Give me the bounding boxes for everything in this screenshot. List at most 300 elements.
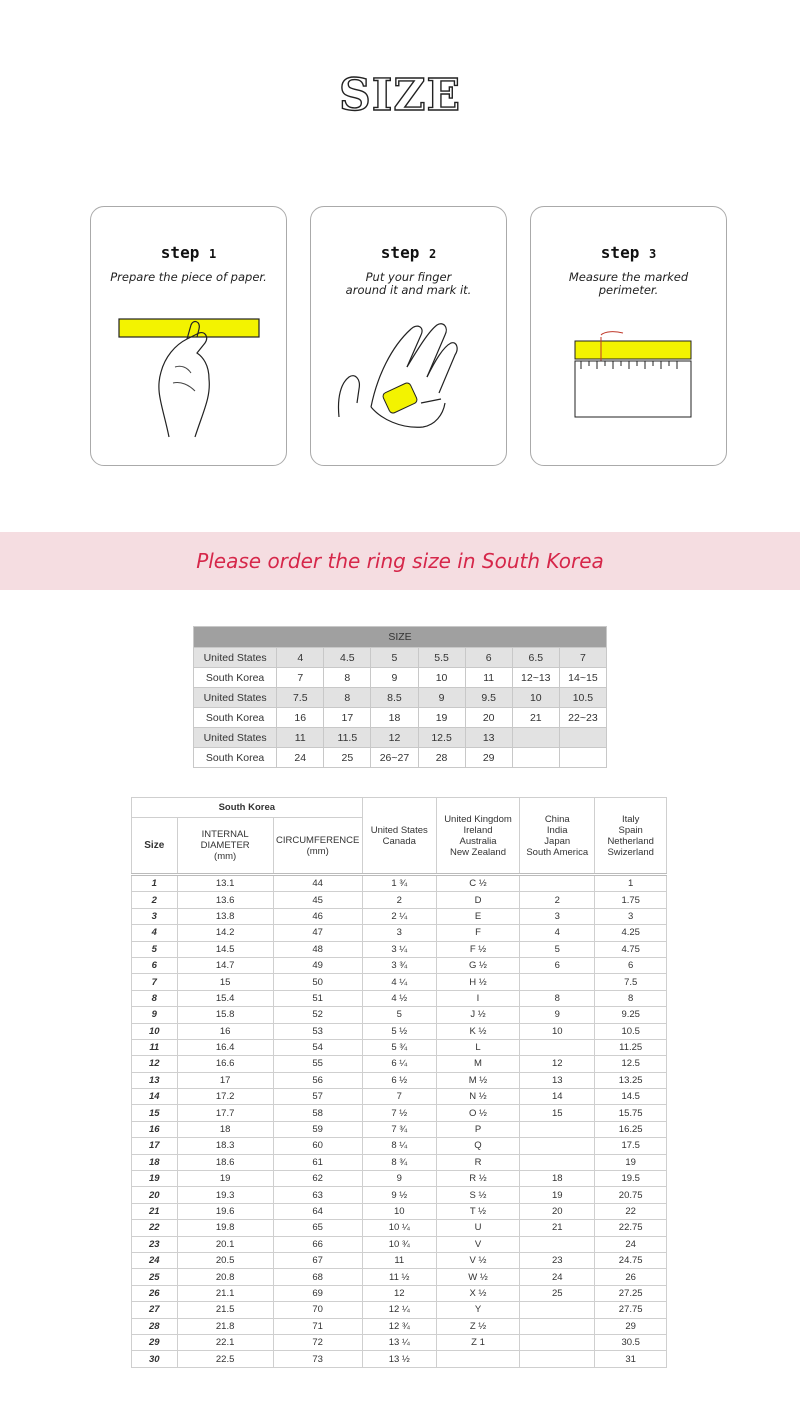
italy-size-cell: 16.25 bbox=[595, 1121, 667, 1137]
italy-size-cell: 19 bbox=[595, 1154, 667, 1170]
uk-size-cell: O ½ bbox=[436, 1105, 519, 1121]
us-size-cell: 5 bbox=[362, 1007, 436, 1023]
uk-header bbox=[436, 798, 519, 875]
size-table-cell: 19 bbox=[418, 708, 465, 728]
circumference-cell: 71 bbox=[273, 1318, 362, 1334]
size-table-cell: 11 bbox=[277, 728, 324, 748]
notice-banner bbox=[0, 532, 800, 590]
size-table-cell: 12 bbox=[371, 728, 418, 748]
us-size-cell: 5 ½ bbox=[362, 1023, 436, 1039]
size-table-row bbox=[194, 748, 607, 768]
us-size-cell: 8 ¼ bbox=[362, 1138, 436, 1154]
internal-diameter-cell: 17.7 bbox=[177, 1105, 273, 1121]
size-table-cell: 4 bbox=[277, 648, 324, 668]
china-size-cell: 2 bbox=[520, 892, 595, 908]
us-size-cell: 9 bbox=[362, 1171, 436, 1187]
uk-size-cell: D bbox=[436, 892, 519, 908]
circumference-cell: 60 bbox=[273, 1138, 362, 1154]
conversion-row bbox=[132, 941, 667, 957]
conversion-row bbox=[132, 1105, 667, 1121]
uk-size-cell: G ½ bbox=[436, 957, 519, 973]
us-size-cell: 12 ¾ bbox=[362, 1318, 436, 1334]
uk-size-cell: Z ½ bbox=[436, 1318, 519, 1334]
uk-size-cell: Z 1 bbox=[436, 1334, 519, 1350]
italy-size-cell: 9.25 bbox=[595, 1007, 667, 1023]
italy-size-cell: 1 bbox=[595, 875, 667, 892]
internal-diameter-cell: 15.8 bbox=[177, 1007, 273, 1023]
size-table-country: South Korea bbox=[194, 668, 277, 688]
size-table-row bbox=[194, 708, 607, 728]
uk-size-cell bbox=[436, 1351, 519, 1367]
uk-size-cell: P bbox=[436, 1121, 519, 1137]
size-table-cell: 16 bbox=[277, 708, 324, 728]
header-line: Netherland bbox=[607, 835, 654, 847]
size-table-cell: 18 bbox=[371, 708, 418, 728]
size-table-cell: 21 bbox=[512, 708, 559, 728]
italy-size-cell: 30.5 bbox=[595, 1334, 667, 1350]
internal-diameter-cell: 22.1 bbox=[177, 1334, 273, 1350]
step-3-text: Measure the marked perimeter. bbox=[568, 270, 689, 297]
circumference-cell: 56 bbox=[273, 1072, 362, 1088]
us-size-cell: 3 ¼ bbox=[362, 941, 436, 957]
size-cell: 20 bbox=[132, 1187, 178, 1203]
internal-diameter-cell: 14.2 bbox=[177, 925, 273, 941]
italy-header bbox=[595, 798, 667, 875]
us-size-cell: 3 ¾ bbox=[362, 957, 436, 973]
internal-diameter-cell: 18.3 bbox=[177, 1138, 273, 1154]
size-cell: 5 bbox=[132, 941, 178, 957]
circumference-cell: 63 bbox=[273, 1187, 362, 1203]
china-size-cell: 10 bbox=[520, 1023, 595, 1039]
header-line: CIRCUMFERENCE bbox=[275, 834, 360, 846]
conversion-row bbox=[132, 1089, 667, 1105]
conversion-row bbox=[132, 925, 667, 941]
size-table-row bbox=[194, 668, 607, 688]
header-line: United Kingdom bbox=[444, 813, 512, 825]
size-table-cell: 9.5 bbox=[465, 688, 512, 708]
size-table-row bbox=[194, 688, 607, 708]
china-size-cell: 5 bbox=[520, 941, 595, 957]
italy-size-cell: 29 bbox=[595, 1318, 667, 1334]
italy-size-cell: 27.75 bbox=[595, 1302, 667, 1318]
size-table-cell bbox=[512, 728, 559, 748]
uk-size-cell: C ½ bbox=[436, 875, 519, 892]
conversion-row bbox=[132, 1318, 667, 1334]
internal-diameter-cell: 16 bbox=[177, 1023, 273, 1039]
china-size-cell bbox=[520, 1236, 595, 1252]
internal-diameter-cell: 13.8 bbox=[177, 908, 273, 924]
internal-diameter-cell: 15 bbox=[177, 974, 273, 990]
china-size-cell: 15 bbox=[520, 1105, 595, 1121]
china-size-cell: 3 bbox=[520, 908, 595, 924]
size-cell: 27 bbox=[132, 1302, 178, 1318]
circumference-cell: 72 bbox=[273, 1334, 362, 1350]
internal-diameter-cell: 20.1 bbox=[177, 1236, 273, 1252]
internal-diameter-cell: 17.2 bbox=[177, 1089, 273, 1105]
conversion-row bbox=[132, 1220, 667, 1236]
uk-size-cell: R bbox=[436, 1154, 519, 1170]
size-table-cell: 17 bbox=[324, 708, 371, 728]
uk-size-cell: U bbox=[436, 1220, 519, 1236]
internal-diameter-cell: 18 bbox=[177, 1121, 273, 1137]
internal-diameter-cell: 19.8 bbox=[177, 1220, 273, 1236]
circumference-cell: 55 bbox=[273, 1056, 362, 1072]
china-header bbox=[520, 798, 595, 875]
internal-diameter-cell: 21.5 bbox=[177, 1302, 273, 1318]
circumference-cell: 44 bbox=[273, 875, 362, 892]
size-cell: 19 bbox=[132, 1171, 178, 1187]
us-size-cell: 13 ½ bbox=[362, 1351, 436, 1367]
china-size-cell: 13 bbox=[520, 1072, 595, 1088]
size-table-cell: 11.5 bbox=[324, 728, 371, 748]
china-size-cell: 12 bbox=[520, 1056, 595, 1072]
us-size-cell: 11 ½ bbox=[362, 1269, 436, 1285]
step-1-text: Prepare the piece of paper. bbox=[110, 270, 267, 284]
italy-size-cell: 27.25 bbox=[595, 1285, 667, 1301]
circumference-cell: 68 bbox=[273, 1269, 362, 1285]
italy-size-cell: 4.25 bbox=[595, 925, 667, 941]
step-2-text: Put your finger around it and mark it. bbox=[345, 270, 472, 297]
us-size-cell: 13 ¼ bbox=[362, 1334, 436, 1350]
us-size-cell: 8 ¾ bbox=[362, 1154, 436, 1170]
size-table-cell: 29 bbox=[465, 748, 512, 768]
italy-size-cell: 11.25 bbox=[595, 1039, 667, 1055]
china-size-cell: 4 bbox=[520, 925, 595, 941]
uk-size-cell: L bbox=[436, 1039, 519, 1055]
uk-size-cell: R ½ bbox=[436, 1171, 519, 1187]
size-cell: 4 bbox=[132, 925, 178, 941]
china-size-cell: 21 bbox=[520, 1220, 595, 1236]
header-line: (mm) bbox=[214, 851, 237, 862]
size-table-cell: 12.5 bbox=[418, 728, 465, 748]
size-cell: 25 bbox=[132, 1269, 178, 1285]
circumference-cell: 66 bbox=[273, 1236, 362, 1252]
size-table-row bbox=[194, 728, 607, 748]
step-3-label: step bbox=[600, 243, 640, 262]
size-table-cell: 22~23 bbox=[559, 708, 606, 728]
internal-diameter-cell: 15.4 bbox=[177, 990, 273, 1006]
conversion-row bbox=[132, 1236, 667, 1252]
size-table-cell: 8.5 bbox=[371, 688, 418, 708]
circumference-cell: 59 bbox=[273, 1121, 362, 1137]
size-cell: 17 bbox=[132, 1138, 178, 1154]
paper-hand-illustration bbox=[91, 207, 288, 467]
uk-size-cell: W ½ bbox=[436, 1269, 519, 1285]
us-size-cell: 2 ¼ bbox=[362, 908, 436, 924]
uk-size-cell: K ½ bbox=[436, 1023, 519, 1039]
internal-diameter-cell: 21.8 bbox=[177, 1318, 273, 1334]
uk-size-cell: E bbox=[436, 908, 519, 924]
circumference-cell: 49 bbox=[273, 957, 362, 973]
uk-size-cell: V ½ bbox=[436, 1252, 519, 1268]
size-table-cell: 6.5 bbox=[512, 648, 559, 668]
size-table-cell: 9 bbox=[418, 688, 465, 708]
internal-diameter-cell: 22.5 bbox=[177, 1351, 273, 1367]
china-size-cell bbox=[520, 875, 595, 892]
conversion-row bbox=[132, 875, 667, 892]
conversion-row bbox=[132, 1023, 667, 1039]
size-table-cell: 7 bbox=[559, 648, 606, 668]
china-size-cell: 9 bbox=[520, 1007, 595, 1023]
size-table-cell: 7.5 bbox=[277, 688, 324, 708]
internal-diameter-cell: 13.6 bbox=[177, 892, 273, 908]
us-size-cell: 7 ½ bbox=[362, 1105, 436, 1121]
italy-size-cell: 22.75 bbox=[595, 1220, 667, 1236]
uk-size-cell: M bbox=[436, 1056, 519, 1072]
uk-size-cell: M ½ bbox=[436, 1072, 519, 1088]
size-cell: 8 bbox=[132, 990, 178, 1006]
circumference-cell: 61 bbox=[273, 1154, 362, 1170]
size-table-cell: 20 bbox=[465, 708, 512, 728]
internal-diameter-cell: 20.8 bbox=[177, 1269, 273, 1285]
size-cell: 12 bbox=[132, 1056, 178, 1072]
internal-diameter-cell: 19 bbox=[177, 1171, 273, 1187]
conversion-row bbox=[132, 974, 667, 990]
size-table-cell: 12~13 bbox=[512, 668, 559, 688]
italy-size-cell: 15.75 bbox=[595, 1105, 667, 1121]
size-cell: 18 bbox=[132, 1154, 178, 1170]
size-cell: 11 bbox=[132, 1039, 178, 1055]
circumference-cell: 73 bbox=[273, 1351, 362, 1367]
circumference-cell: 58 bbox=[273, 1105, 362, 1121]
size-table-row bbox=[194, 648, 607, 668]
size-table-cell: 11 bbox=[465, 668, 512, 688]
size-cell: 1 bbox=[132, 875, 178, 892]
china-size-cell: 8 bbox=[520, 990, 595, 1006]
italy-size-cell: 22 bbox=[595, 1203, 667, 1219]
size-table-cell: 5 bbox=[371, 648, 418, 668]
china-size-cell: 14 bbox=[520, 1089, 595, 1105]
circumference-cell: 46 bbox=[273, 908, 362, 924]
size-cell: 7 bbox=[132, 974, 178, 990]
conversion-table bbox=[131, 797, 667, 1368]
size-table-cell: 8 bbox=[324, 688, 371, 708]
uk-size-cell: X ½ bbox=[436, 1285, 519, 1301]
italy-size-cell: 1.75 bbox=[595, 892, 667, 908]
uk-size-cell: Y bbox=[436, 1302, 519, 1318]
circumference-cell: 62 bbox=[273, 1171, 362, 1187]
internal-diameter-cell: 19.3 bbox=[177, 1187, 273, 1203]
internal-diameter-header bbox=[177, 818, 273, 875]
internal-diameter-cell: 20.5 bbox=[177, 1252, 273, 1268]
china-size-cell: 24 bbox=[520, 1269, 595, 1285]
conversion-row bbox=[132, 1154, 667, 1170]
conversion-row bbox=[132, 1039, 667, 1055]
conversion-row bbox=[132, 1351, 667, 1367]
uk-size-cell: S ½ bbox=[436, 1187, 519, 1203]
page-title: SIZE bbox=[338, 70, 461, 121]
header-line: Swizerland bbox=[607, 846, 654, 858]
south-korea-header: South Korea bbox=[132, 798, 363, 818]
uk-size-cell: I bbox=[436, 990, 519, 1006]
circumference-cell: 47 bbox=[273, 925, 362, 941]
uk-size-cell: H ½ bbox=[436, 974, 519, 990]
us-size-cell: 7 ¾ bbox=[362, 1121, 436, 1137]
italy-size-cell: 14.5 bbox=[595, 1089, 667, 1105]
header-line: New Zealand bbox=[450, 846, 506, 858]
us-size-cell: 1 ¾ bbox=[362, 875, 436, 892]
us-size-cell: 9 ½ bbox=[362, 1187, 436, 1203]
china-size-cell bbox=[520, 1138, 595, 1154]
us-size-cell: 5 ¾ bbox=[362, 1039, 436, 1055]
us-size-cell: 12 bbox=[362, 1285, 436, 1301]
step-1-number: 1 bbox=[208, 247, 217, 261]
size-header: Size bbox=[132, 818, 178, 875]
size-cell: 15 bbox=[132, 1105, 178, 1121]
size-table-cell: 13 bbox=[465, 728, 512, 748]
us-size-cell: 4 ½ bbox=[362, 990, 436, 1006]
italy-size-cell: 24 bbox=[595, 1236, 667, 1252]
circumference-cell: 69 bbox=[273, 1285, 362, 1301]
italy-size-cell: 17.5 bbox=[595, 1138, 667, 1154]
china-size-cell bbox=[520, 1334, 595, 1350]
circumference-cell: 54 bbox=[273, 1039, 362, 1055]
conversion-row bbox=[132, 990, 667, 1006]
italy-size-cell: 26 bbox=[595, 1269, 667, 1285]
conversion-row bbox=[132, 1138, 667, 1154]
china-size-cell bbox=[520, 1039, 595, 1055]
italy-size-cell: 19.5 bbox=[595, 1171, 667, 1187]
header-line: Italy bbox=[621, 813, 640, 825]
header-line: Australia bbox=[459, 835, 497, 847]
size-table-cell bbox=[559, 728, 606, 748]
china-size-cell: 25 bbox=[520, 1285, 595, 1301]
china-size-cell bbox=[520, 1302, 595, 1318]
step-3-number: 3 bbox=[648, 247, 657, 261]
size-cell: 21 bbox=[132, 1203, 178, 1219]
size-cell: 29 bbox=[132, 1334, 178, 1350]
italy-size-cell: 7.5 bbox=[595, 974, 667, 990]
size-table-cell: 10.5 bbox=[559, 688, 606, 708]
uk-size-cell: Q bbox=[436, 1138, 519, 1154]
header-line: Canada bbox=[382, 835, 416, 847]
china-size-cell: 6 bbox=[520, 957, 595, 973]
header-line: Japan bbox=[544, 835, 571, 847]
conversion-row bbox=[132, 1072, 667, 1088]
internal-diameter-cell: 21.1 bbox=[177, 1285, 273, 1301]
circumference-cell: 51 bbox=[273, 990, 362, 1006]
circumference-cell: 64 bbox=[273, 1203, 362, 1219]
conversion-row bbox=[132, 1121, 667, 1137]
italy-size-cell: 13.25 bbox=[595, 1072, 667, 1088]
china-size-cell: 23 bbox=[520, 1252, 595, 1268]
circumference-cell: 67 bbox=[273, 1252, 362, 1268]
us-size-cell: 3 bbox=[362, 925, 436, 941]
size-cell: 10 bbox=[132, 1023, 178, 1039]
finger-marking-illustration bbox=[311, 207, 508, 467]
size-table-cell: 6 bbox=[465, 648, 512, 668]
conversion-row bbox=[132, 1252, 667, 1268]
internal-diameter-cell: 16.4 bbox=[177, 1039, 273, 1055]
size-cell: 9 bbox=[132, 1007, 178, 1023]
internal-diameter-cell: 18.6 bbox=[177, 1154, 273, 1170]
italy-size-cell: 8 bbox=[595, 990, 667, 1006]
uk-size-cell: J ½ bbox=[436, 1007, 519, 1023]
conversion-row bbox=[132, 957, 667, 973]
size-table-cell: 10 bbox=[512, 688, 559, 708]
circumference-cell: 45 bbox=[273, 892, 362, 908]
uk-size-cell: F ½ bbox=[436, 941, 519, 957]
circumference-header bbox=[273, 818, 362, 875]
italy-size-cell: 31 bbox=[595, 1351, 667, 1367]
italy-size-cell: 24.75 bbox=[595, 1252, 667, 1268]
size-table-cell: 4.5 bbox=[324, 648, 371, 668]
us-size-cell: 10 bbox=[362, 1203, 436, 1219]
us-size-cell: 7 bbox=[362, 1089, 436, 1105]
header-line: (mm) bbox=[306, 845, 329, 857]
size-cell: 26 bbox=[132, 1285, 178, 1301]
header-line: INTERNAL DIAMETER bbox=[200, 829, 250, 851]
conversion-row bbox=[132, 1171, 667, 1187]
conversion-row bbox=[132, 1007, 667, 1023]
conversion-header-row-1 bbox=[132, 798, 667, 818]
size-cell: 30 bbox=[132, 1351, 178, 1367]
step-2-number: 2 bbox=[428, 247, 437, 261]
header-line: South America bbox=[526, 846, 589, 858]
circumference-cell: 70 bbox=[273, 1302, 362, 1318]
internal-diameter-cell: 19.6 bbox=[177, 1203, 273, 1219]
size-table-cell: 7 bbox=[277, 668, 324, 688]
header-line: Ireland bbox=[463, 824, 493, 836]
italy-size-cell: 12.5 bbox=[595, 1056, 667, 1072]
us-size-cell: 4 ¼ bbox=[362, 974, 436, 990]
size-table-header-row bbox=[194, 627, 607, 648]
circumference-cell: 53 bbox=[273, 1023, 362, 1039]
conversion-row bbox=[132, 1285, 667, 1301]
circumference-cell: 57 bbox=[273, 1089, 362, 1105]
china-size-cell bbox=[520, 1318, 595, 1334]
us-canada-header bbox=[362, 798, 436, 875]
circumference-cell: 48 bbox=[273, 941, 362, 957]
china-size-cell bbox=[520, 1154, 595, 1170]
italy-size-cell: 20.75 bbox=[595, 1187, 667, 1203]
size-table-country: South Korea bbox=[194, 708, 277, 728]
step-1-label: step bbox=[160, 243, 200, 262]
size-table-country: United States bbox=[194, 648, 277, 668]
size-table-cell: 25 bbox=[324, 748, 371, 768]
us-size-cell: 10 ¼ bbox=[362, 1220, 436, 1236]
step-2-label: step bbox=[380, 243, 420, 262]
size-table-cell: 14~15 bbox=[559, 668, 606, 688]
italy-size-cell: 6 bbox=[595, 957, 667, 973]
size-cell: 3 bbox=[132, 908, 178, 924]
size-table-cell: 28 bbox=[418, 748, 465, 768]
notice-banner-text: Please order the ring size in South Korea bbox=[196, 549, 604, 573]
conversion-row bbox=[132, 1187, 667, 1203]
size-table-cell: 24 bbox=[277, 748, 324, 768]
china-size-cell: 20 bbox=[520, 1203, 595, 1219]
header-line: India bbox=[546, 824, 568, 836]
header-line: China bbox=[544, 813, 570, 825]
size-cell: 13 bbox=[132, 1072, 178, 1088]
size-cell: 14 bbox=[132, 1089, 178, 1105]
china-size-cell bbox=[520, 974, 595, 990]
size-table bbox=[193, 626, 607, 768]
size-table-cell: 26~27 bbox=[371, 748, 418, 768]
internal-diameter-cell: 14.7 bbox=[177, 957, 273, 973]
conversion-row bbox=[132, 1269, 667, 1285]
conversion-row bbox=[132, 892, 667, 908]
circumference-cell: 50 bbox=[273, 974, 362, 990]
us-size-cell: 6 ¼ bbox=[362, 1056, 436, 1072]
size-table-cell: 9 bbox=[371, 668, 418, 688]
uk-size-cell: V bbox=[436, 1236, 519, 1252]
italy-size-cell: 4.75 bbox=[595, 941, 667, 957]
size-cell: 2 bbox=[132, 892, 178, 908]
size-cell: 24 bbox=[132, 1252, 178, 1268]
china-size-cell bbox=[520, 1351, 595, 1367]
header-line: Spain bbox=[618, 824, 643, 836]
